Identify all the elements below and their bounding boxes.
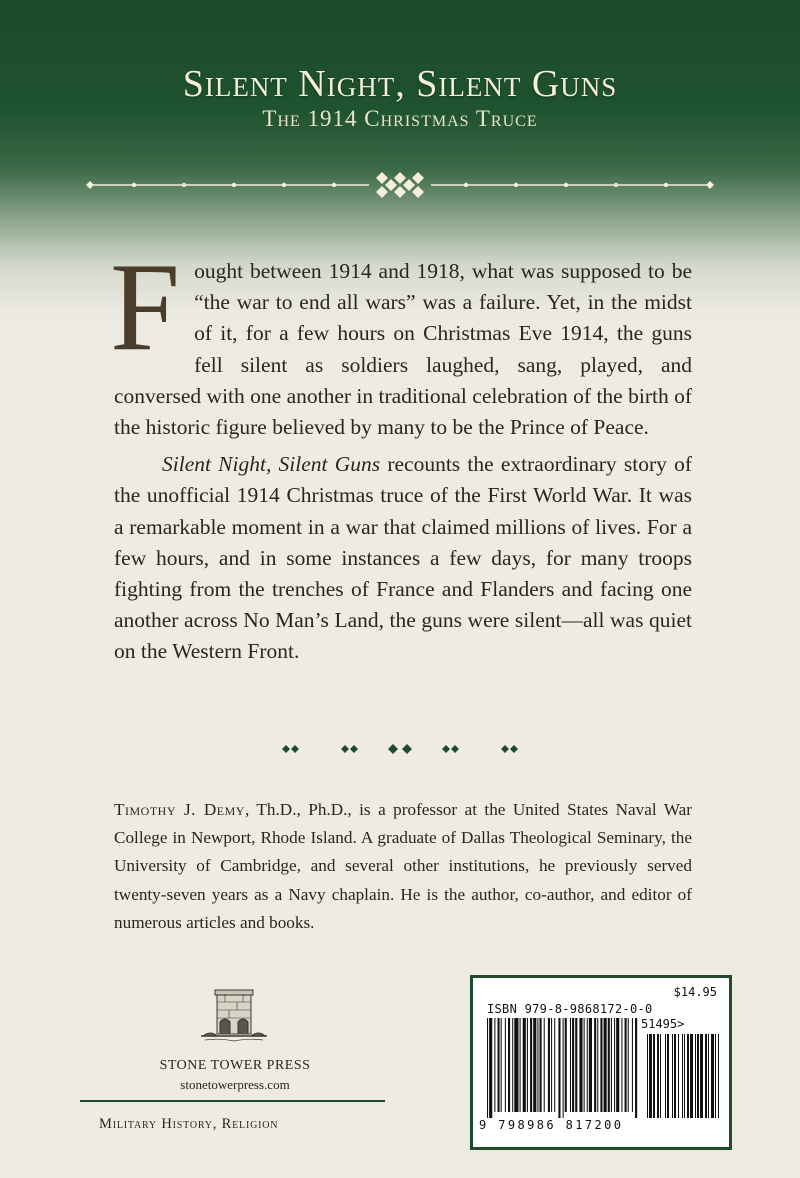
- blurb-paragraph-1-text: ought between 1914 and 1918, what was supposed to be “the war to end all wars” was a failure. Yet, in the midst of it, for a few hours on Christmas Eve 1914, the guns fell silent as soldiers laughed, sang, played, and conversed with one another in traditional celebration of the birth of the historic figure believed by many to be the Prince of Peace.: [114, 259, 692, 440]
- blurb: [110, 238, 692, 668]
- publisher-rule: [80, 1100, 385, 1102]
- barcode-digits: 9 798986 817200: [479, 1118, 624, 1132]
- blurb-paragraph-2-text: recounts the extraordinary story of the unofficial 1914 Christmas truce of the First World War. It was a remarkable moment in a war that claimed millions of lives. For a few hours, and in some instances a few days, for many troops fighting from the trenches of France and Flanders and facing one another across No Man’s Land, the guns were silent—all was quiet on the Western Front.: [114, 452, 692, 664]
- price: $14.95: [673, 985, 717, 999]
- book-subtitle: The 1914 Christmas Truce: [262, 106, 538, 131]
- stone-tower-icon: [199, 986, 269, 1052]
- isbn-number: ISBN 979-8-9868172-0-0: [487, 1002, 653, 1016]
- blurb-paragraph-2: [114, 449, 692, 667]
- diamond-ornament-icon: [280, 742, 520, 756]
- publisher-name: STONE TOWER PRESS: [159, 1058, 311, 1073]
- divider-ornament-icon: [84, 172, 716, 198]
- blurb-paragraph-1: [110, 238, 692, 443]
- book-title: Silent Night, Silent Guns: [182, 63, 618, 105]
- drop-cap: F: [110, 238, 181, 377]
- publisher-url: stonetowerpress.com: [180, 1077, 290, 1092]
- author-bio-text: , Th.D., Ph.D., is a professor at the United States Naval War College in Newport, Rhode Island. A graduate of Dallas Theological Seminary, the University of Cambridge, and several other institutions, he previously served twenty-seven years as a Navy chaplain. He is the author, co-author, and editor of numerous articles and books.: [114, 800, 692, 932]
- author-bio: [114, 796, 692, 937]
- book-category: Military History, Religion: [99, 1116, 279, 1132]
- author-name: Timothy J. Demy: [114, 800, 245, 819]
- barcode-bars: [487, 1018, 723, 1118]
- barcode-addon: 51495>: [641, 1017, 685, 1031]
- blurb-book-title: Silent Night, Silent Guns: [162, 452, 381, 477]
- isbn-barcode: [470, 975, 732, 1150]
